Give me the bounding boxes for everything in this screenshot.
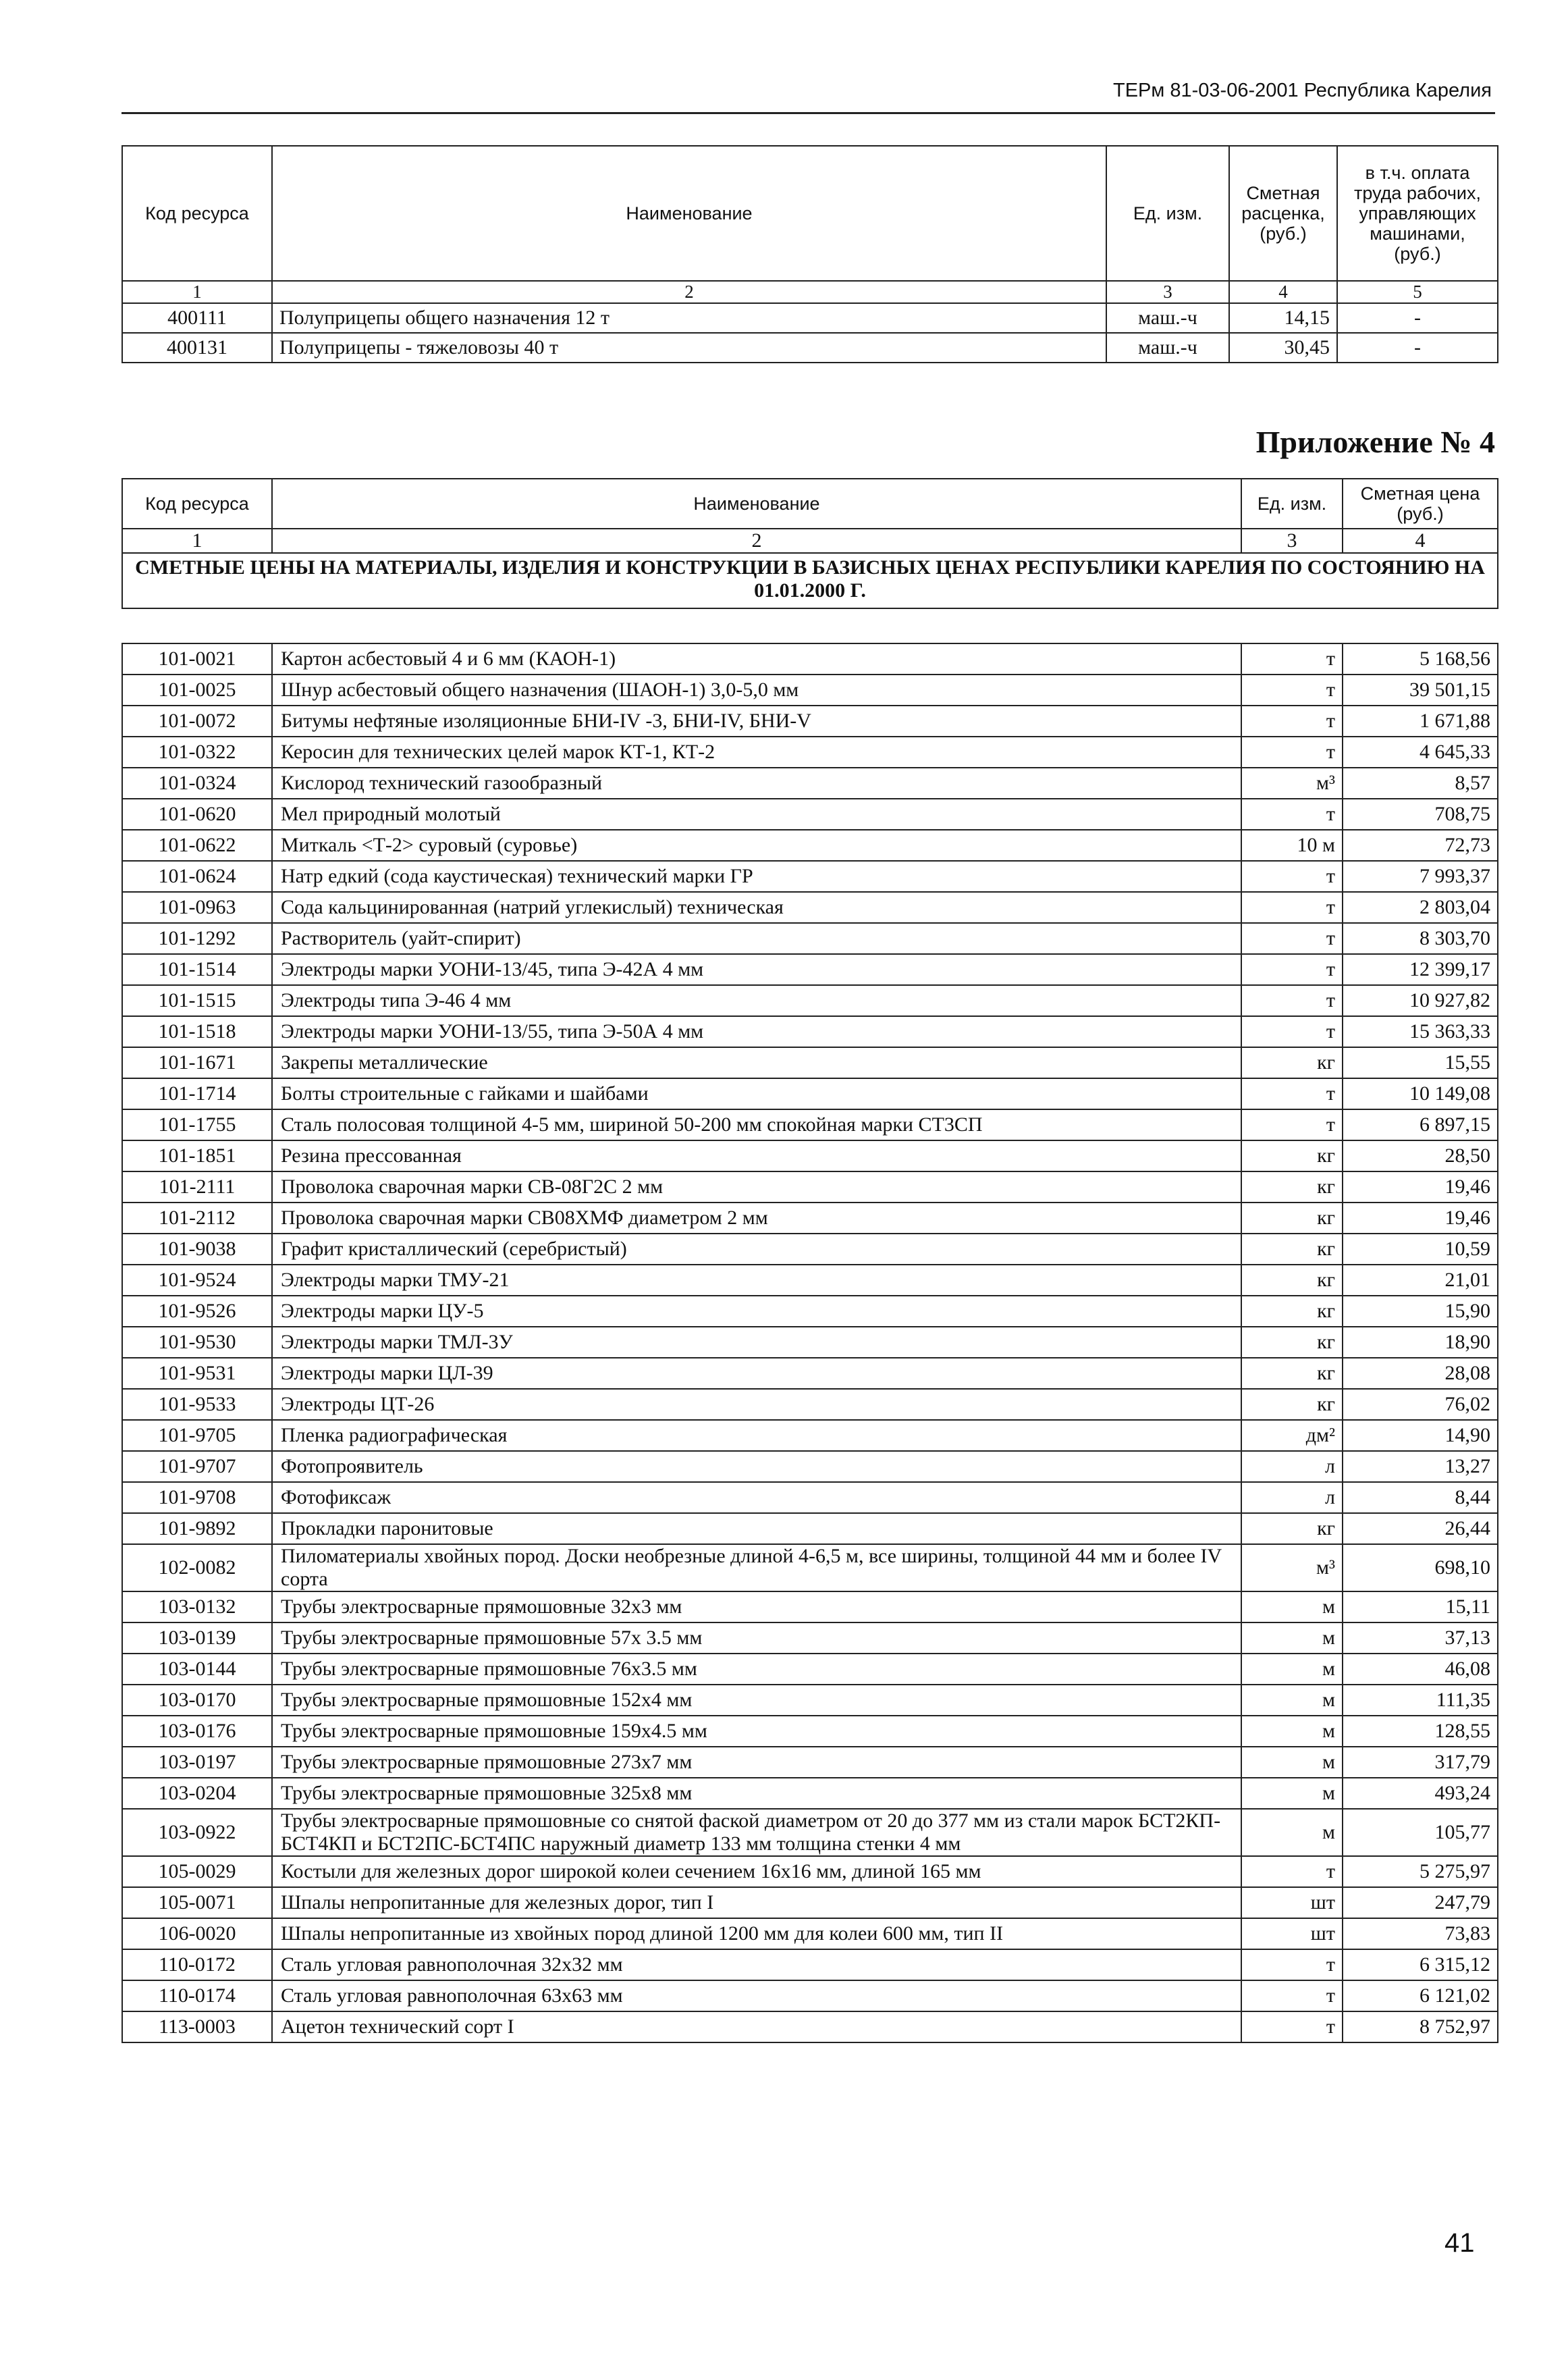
resource-name: Кислород технический газообразный bbox=[272, 768, 1241, 799]
table-row bbox=[122, 1887, 1498, 1918]
spacer-cell bbox=[122, 608, 1498, 643]
col-header-code: Код ресурса bbox=[122, 146, 272, 281]
price: 12 399,17 bbox=[1343, 954, 1498, 985]
resource-code: 103-0176 bbox=[122, 1716, 272, 1747]
price: 7 993,37 bbox=[1343, 861, 1498, 892]
table-row bbox=[122, 1747, 1498, 1778]
price: 39 501,15 bbox=[1343, 675, 1498, 706]
price: 8,57 bbox=[1343, 768, 1498, 799]
col-number-row bbox=[122, 281, 1498, 303]
resource-code: 113-0003 bbox=[122, 2011, 272, 2042]
unit: л bbox=[1241, 1451, 1343, 1482]
resource-code: 101-0322 bbox=[122, 737, 272, 768]
table-row bbox=[122, 768, 1498, 799]
table-row bbox=[122, 333, 1498, 363]
price: 698,10 bbox=[1343, 1544, 1498, 1591]
resource-name: Полуприцепы общего назначения 12 т bbox=[272, 303, 1106, 333]
resource-name: Прокладки паронитовые bbox=[272, 1513, 1241, 1544]
resource-code: 101-1514 bbox=[122, 954, 272, 985]
machines-table-body bbox=[122, 303, 1498, 363]
unit: м bbox=[1241, 1622, 1343, 1654]
labor-cost: - bbox=[1337, 303, 1498, 333]
unit: м bbox=[1241, 1654, 1343, 1685]
resource-name: Электроды типа Э-46 4 мм bbox=[272, 985, 1241, 1016]
table-row bbox=[122, 923, 1498, 954]
resource-code: 102-0082 bbox=[122, 1544, 272, 1591]
resource-name: Фотофиксаж bbox=[272, 1482, 1241, 1513]
resource-name: Растворитель (уайт-спирит) bbox=[272, 923, 1241, 954]
resource-name: Керосин для технических целей марок КТ-1, КТ-2 bbox=[272, 737, 1241, 768]
resource-code: 101-1755 bbox=[122, 1109, 272, 1140]
materials-table-body bbox=[122, 643, 1498, 2042]
price: 15,11 bbox=[1343, 1591, 1498, 1622]
resource-code: 101-1851 bbox=[122, 1140, 272, 1171]
appendix-title: Приложение № 4 bbox=[1255, 425, 1495, 459]
resource-name: Трубы электросварные прямошовные 273х7 мм bbox=[272, 1747, 1241, 1778]
price: 493,24 bbox=[1343, 1778, 1498, 1809]
price: 15 363,33 bbox=[1343, 1016, 1498, 1047]
resource-code: 110-0174 bbox=[122, 1980, 272, 2011]
resource-name: Электроды марки ЦЛ-39 bbox=[272, 1358, 1241, 1389]
table-row bbox=[122, 861, 1498, 892]
col-number: 4 bbox=[1229, 281, 1337, 303]
price: 26,44 bbox=[1343, 1513, 1498, 1544]
resource-name: Проволока сварочная марки СВ-08Г2С 2 мм bbox=[272, 1171, 1241, 1203]
table-row bbox=[122, 643, 1498, 675]
price: 15,90 bbox=[1343, 1296, 1498, 1327]
unit: маш.-ч bbox=[1106, 333, 1229, 363]
resource-code: 101-9708 bbox=[122, 1482, 272, 1513]
machines-table-header bbox=[122, 146, 1498, 281]
table-row bbox=[122, 799, 1498, 830]
resource-name: Миткаль <Т-2> суровый (суровье) bbox=[272, 830, 1241, 861]
unit: м³ bbox=[1241, 768, 1343, 799]
resource-code: 101-9705 bbox=[122, 1420, 272, 1451]
price: 14,15 bbox=[1229, 303, 1337, 333]
resource-name: Трубы электросварные прямошовные 76х3.5 мм bbox=[272, 1654, 1241, 1685]
price: 5 168,56 bbox=[1343, 643, 1498, 675]
price: 18,90 bbox=[1343, 1327, 1498, 1358]
section-spacer bbox=[122, 608, 1498, 643]
header-rule bbox=[121, 112, 1495, 114]
resource-code: 101-2111 bbox=[122, 1171, 272, 1203]
unit: маш.-ч bbox=[1106, 303, 1229, 333]
resource-code: 110-0172 bbox=[122, 1949, 272, 1980]
table-row bbox=[122, 1591, 1498, 1622]
resource-name: Электроды марки ТМУ-21 bbox=[272, 1265, 1241, 1296]
unit: кг bbox=[1241, 1171, 1343, 1203]
unit: л bbox=[1241, 1482, 1343, 1513]
col-header-name: Наименование bbox=[272, 479, 1241, 529]
price: 13,27 bbox=[1343, 1451, 1498, 1482]
col-header-name: Наименование bbox=[272, 146, 1106, 281]
table-row bbox=[122, 1140, 1498, 1171]
resource-code: 101-9526 bbox=[122, 1296, 272, 1327]
price: 8 303,70 bbox=[1343, 923, 1498, 954]
labor-cost: - bbox=[1337, 333, 1498, 363]
price: 10 927,82 bbox=[1343, 985, 1498, 1016]
col-number-row bbox=[122, 529, 1498, 553]
resource-name: Битумы нефтяные изоляционные БНИ-IV -3, БНИ-IV, БНИ-V bbox=[272, 706, 1241, 737]
unit: м bbox=[1241, 1591, 1343, 1622]
unit: т bbox=[1241, 2011, 1343, 2042]
resource-code: 101-0624 bbox=[122, 861, 272, 892]
price: 73,83 bbox=[1343, 1918, 1498, 1949]
resource-code: 103-0204 bbox=[122, 1778, 272, 1809]
resource-name: Шпалы непропитанные из хвойных пород длиной 1200 мм для колеи 600 мм, тип II bbox=[272, 1918, 1241, 1949]
price: 72,73 bbox=[1343, 830, 1498, 861]
table-row bbox=[122, 1622, 1498, 1654]
resource-code: 101-9707 bbox=[122, 1451, 272, 1482]
materials-table-header bbox=[122, 479, 1498, 529]
table-row bbox=[122, 1327, 1498, 1358]
unit: кг bbox=[1241, 1389, 1343, 1420]
resource-code: 103-0139 bbox=[122, 1622, 272, 1654]
resource-name: Болты строительные с гайками и шайбами bbox=[272, 1078, 1241, 1109]
unit: т bbox=[1241, 643, 1343, 675]
resource-name: Закрепы металлические bbox=[272, 1047, 1241, 1078]
unit: кг bbox=[1241, 1265, 1343, 1296]
section-title-row bbox=[122, 553, 1498, 608]
resource-name: Сталь полосовая толщиной 4-5 мм, шириной 50-200 мм спокойная марки СТ3СП bbox=[272, 1109, 1241, 1140]
resource-name: Электроды марки ЦУ-5 bbox=[272, 1296, 1241, 1327]
col-number: 3 bbox=[1241, 529, 1343, 553]
resource-code: 103-0197 bbox=[122, 1747, 272, 1778]
table-row bbox=[122, 737, 1498, 768]
table-row bbox=[122, 1296, 1498, 1327]
table-row bbox=[122, 1654, 1498, 1685]
resource-name: Трубы электросварные прямошовные 57х 3.5 мм bbox=[272, 1622, 1241, 1654]
price: 19,46 bbox=[1343, 1203, 1498, 1234]
resource-code: 101-1671 bbox=[122, 1047, 272, 1078]
price: 28,08 bbox=[1343, 1358, 1498, 1389]
col-number: 2 bbox=[272, 529, 1241, 553]
price: 15,55 bbox=[1343, 1047, 1498, 1078]
price: 10,59 bbox=[1343, 1234, 1498, 1265]
unit: т bbox=[1241, 1980, 1343, 2011]
table-row bbox=[122, 1016, 1498, 1047]
unit: кг bbox=[1241, 1047, 1343, 1078]
table-row bbox=[122, 1980, 1498, 2011]
unit: т bbox=[1241, 923, 1343, 954]
unit: т bbox=[1241, 861, 1343, 892]
table-row bbox=[122, 1420, 1498, 1451]
unit: кг bbox=[1241, 1296, 1343, 1327]
table-row bbox=[122, 954, 1498, 985]
unit: кг bbox=[1241, 1234, 1343, 1265]
resource-code: 101-1714 bbox=[122, 1078, 272, 1109]
resource-name: Костыли для железных дорог широкой колеи сечением 16х16 мм, длиной 165 мм bbox=[272, 1856, 1241, 1887]
resource-name: Сталь угловая равнополочная 63х63 мм bbox=[272, 1980, 1241, 2011]
price: 76,02 bbox=[1343, 1389, 1498, 1420]
price: 14,90 bbox=[1343, 1420, 1498, 1451]
resource-name: Полуприцепы - тяжеловозы 40 т bbox=[272, 333, 1106, 363]
price: 8 752,97 bbox=[1343, 2011, 1498, 2042]
resource-name: Картон асбестовый 4 и 6 мм (КАОН-1) bbox=[272, 643, 1241, 675]
resource-code: 101-0324 bbox=[122, 768, 272, 799]
table-row bbox=[122, 1265, 1498, 1296]
resource-name: Сода кальцинированная (натрий углекислый) техническая bbox=[272, 892, 1241, 923]
price: 10 149,08 bbox=[1343, 1078, 1498, 1109]
resource-code: 103-0144 bbox=[122, 1654, 272, 1685]
price: 5 275,97 bbox=[1343, 1856, 1498, 1887]
resource-name: Шнур асбестовый общего назначения (ШАОН-1) 3,0-5,0 мм bbox=[272, 675, 1241, 706]
table-row bbox=[122, 1358, 1498, 1389]
price: 247,79 bbox=[1343, 1887, 1498, 1918]
col-number: 1 bbox=[122, 281, 272, 303]
resource-code: 101-9038 bbox=[122, 1234, 272, 1265]
table-row bbox=[122, 1171, 1498, 1203]
col-number: 5 bbox=[1337, 281, 1498, 303]
resource-name: Трубы электросварные прямошовные 32х3 мм bbox=[272, 1591, 1241, 1622]
resource-name: Электроды марки УОНИ-13/45, типа Э-42А 4 мм bbox=[272, 954, 1241, 985]
unit: м bbox=[1241, 1809, 1343, 1856]
price: 317,79 bbox=[1343, 1747, 1498, 1778]
table-row bbox=[122, 1918, 1498, 1949]
price: 21,01 bbox=[1343, 1265, 1498, 1296]
resource-name: Электроды ЦТ-26 bbox=[272, 1389, 1241, 1420]
price: 19,46 bbox=[1343, 1171, 1498, 1203]
unit: т bbox=[1241, 1856, 1343, 1887]
table-row bbox=[122, 1482, 1498, 1513]
resource-code: 101-1292 bbox=[122, 923, 272, 954]
table-row bbox=[122, 1856, 1498, 1887]
resource-code: 101-2112 bbox=[122, 1203, 272, 1234]
resource-code: 105-0071 bbox=[122, 1887, 272, 1918]
resource-name: Электроды марки ТМЛ-3У bbox=[272, 1327, 1241, 1358]
resource-code: 101-9530 bbox=[122, 1327, 272, 1358]
table-row bbox=[122, 1234, 1498, 1265]
table-row bbox=[122, 1716, 1498, 1747]
resource-code: 101-0072 bbox=[122, 706, 272, 737]
unit: 10 м bbox=[1241, 830, 1343, 861]
resource-code: 101-0622 bbox=[122, 830, 272, 861]
resource-code: 101-1518 bbox=[122, 1016, 272, 1047]
table-row bbox=[122, 303, 1498, 333]
section-title: СМЕТНЫЕ ЦЕНЫ НА МАТЕРИАЛЫ, ИЗДЕЛИЯ И КОНСТРУКЦИИ В БАЗИСНЫХ ЦЕНАХ РЕСПУБЛИКИ КАРЕЛИЯ ПО СОСТОЯНИЮ НА 01.01.2000 Г. bbox=[122, 553, 1498, 608]
unit: т bbox=[1241, 1016, 1343, 1047]
materials-table bbox=[121, 478, 1498, 2043]
resource-code: 103-0922 bbox=[122, 1809, 272, 1856]
resource-code: 101-9524 bbox=[122, 1265, 272, 1296]
unit: м³ bbox=[1241, 1544, 1343, 1591]
col-header-price: Сметная цена (руб.) bbox=[1343, 479, 1498, 529]
machines-table bbox=[121, 145, 1498, 363]
resource-code: 103-0132 bbox=[122, 1591, 272, 1622]
resource-name: Трубы электросварные прямошовные 152х4 мм bbox=[272, 1685, 1241, 1716]
unit: т bbox=[1241, 737, 1343, 768]
col-header-labor: в т.ч. оплата труда рабочих, управляющих машинами, (руб.) bbox=[1337, 146, 1498, 281]
table-row bbox=[122, 830, 1498, 861]
table-row bbox=[122, 1451, 1498, 1482]
unit: т bbox=[1241, 1109, 1343, 1140]
unit: т bbox=[1241, 954, 1343, 985]
table-row bbox=[122, 1544, 1498, 1591]
price: 37,13 bbox=[1343, 1622, 1498, 1654]
price: 2 803,04 bbox=[1343, 892, 1498, 923]
resource-code: 103-0170 bbox=[122, 1685, 272, 1716]
table-row bbox=[122, 1078, 1498, 1109]
resource-name: Трубы электросварные прямошовные 325х8 мм bbox=[272, 1778, 1241, 1809]
col-header-unit: Ед. изм. bbox=[1106, 146, 1229, 281]
resource-name: Пиломатериалы хвойных пород. Доски необрезные длиной 4-6,5 м, все ширины, толщиной 44 мм и более IV сорта bbox=[272, 1544, 1241, 1591]
col-number: 2 bbox=[272, 281, 1106, 303]
resource-code: 101-0620 bbox=[122, 799, 272, 830]
unit: кг bbox=[1241, 1327, 1343, 1358]
col-number: 4 bbox=[1343, 529, 1498, 553]
resource-name: Проволока сварочная марки СВ08ХМФ диаметром 2 мм bbox=[272, 1203, 1241, 1234]
unit: т bbox=[1241, 892, 1343, 923]
price: 28,50 bbox=[1343, 1140, 1498, 1171]
unit: дм² bbox=[1241, 1420, 1343, 1451]
price: 8,44 bbox=[1343, 1482, 1498, 1513]
table-row bbox=[122, 1203, 1498, 1234]
table-row bbox=[122, 1809, 1498, 1856]
resource-code: 101-1515 bbox=[122, 985, 272, 1016]
unit: м bbox=[1241, 1747, 1343, 1778]
col-number: 1 bbox=[122, 529, 272, 553]
resource-name: Электроды марки УОНИ-13/55, типа Э-50А 4 мм bbox=[272, 1016, 1241, 1047]
unit: кг bbox=[1241, 1140, 1343, 1171]
resource-name: Трубы электросварные прямошовные 159х4.5 мм bbox=[272, 1716, 1241, 1747]
resource-code: 400131 bbox=[122, 333, 272, 363]
resource-name: Шпалы непропитанные для железных дорог, тип I bbox=[272, 1887, 1241, 1918]
col-header-unit: Ед. изм. bbox=[1241, 479, 1343, 529]
price: 111,35 bbox=[1343, 1685, 1498, 1716]
unit: м bbox=[1241, 1685, 1343, 1716]
resource-code: 101-9533 bbox=[122, 1389, 272, 1420]
resource-code: 101-0025 bbox=[122, 675, 272, 706]
unit: кг bbox=[1241, 1358, 1343, 1389]
table-row bbox=[122, 2011, 1498, 2042]
table-row bbox=[122, 1685, 1498, 1716]
resource-name: Трубы электросварные прямошовные со снятой фаской диаметром от 20 до 377 мм из стали марок БСТ2КП-БСТ4КП и БСТ2ПС-БСТ4ПС наружный диаметр 133 мм толщина стенки 4 мм bbox=[272, 1809, 1241, 1856]
price: 6 315,12 bbox=[1343, 1949, 1498, 1980]
table-row bbox=[122, 892, 1498, 923]
unit: м bbox=[1241, 1716, 1343, 1747]
col-number: 3 bbox=[1106, 281, 1229, 303]
resource-code: 400111 bbox=[122, 303, 272, 333]
resource-name: Натр едкий (сода каустическая) технический марки ГР bbox=[272, 861, 1241, 892]
unit: кг bbox=[1241, 1203, 1343, 1234]
resource-name: Ацетон технический сорт I bbox=[272, 2011, 1241, 2042]
resource-code: 101-0021 bbox=[122, 643, 272, 675]
price: 1 671,88 bbox=[1343, 706, 1498, 737]
running-header: ТЕРм 81-03-06-2001 Республика Карелия bbox=[1112, 80, 1492, 101]
resource-name: Фотопроявитель bbox=[272, 1451, 1241, 1482]
price: 46,08 bbox=[1343, 1654, 1498, 1685]
table-row bbox=[122, 1047, 1498, 1078]
table-row bbox=[122, 1513, 1498, 1544]
price: 708,75 bbox=[1343, 799, 1498, 830]
resource-code: 101-0963 bbox=[122, 892, 272, 923]
resource-name: Резина прессованная bbox=[272, 1140, 1241, 1171]
table-row bbox=[122, 675, 1498, 706]
unit: т bbox=[1241, 1949, 1343, 1980]
resource-name: Мел природный молотый bbox=[272, 799, 1241, 830]
resource-code: 101-9892 bbox=[122, 1513, 272, 1544]
unit: м bbox=[1241, 1778, 1343, 1809]
price: 30,45 bbox=[1229, 333, 1337, 363]
resource-code: 106-0020 bbox=[122, 1918, 272, 1949]
unit: т bbox=[1241, 1078, 1343, 1109]
price: 105,77 bbox=[1343, 1809, 1498, 1856]
price: 6 121,02 bbox=[1343, 1980, 1498, 2011]
table-row bbox=[122, 706, 1498, 737]
resource-name: Пленка радиографическая bbox=[272, 1420, 1241, 1451]
unit: шт bbox=[1241, 1887, 1343, 1918]
resource-code: 105-0029 bbox=[122, 1856, 272, 1887]
price: 128,55 bbox=[1343, 1716, 1498, 1747]
resource-name: Сталь угловая равнополочная 32х32 мм bbox=[272, 1949, 1241, 1980]
table-row bbox=[122, 1389, 1498, 1420]
unit: т bbox=[1241, 985, 1343, 1016]
table-row bbox=[122, 1949, 1498, 1980]
col-header-code: Код ресурса bbox=[122, 479, 272, 529]
unit: т bbox=[1241, 706, 1343, 737]
price: 4 645,33 bbox=[1343, 737, 1498, 768]
resource-name: Графит кристаллический (серебристый) bbox=[272, 1234, 1241, 1265]
unit: т bbox=[1241, 799, 1343, 830]
price: 6 897,15 bbox=[1343, 1109, 1498, 1140]
table-row bbox=[122, 985, 1498, 1016]
unit: кг bbox=[1241, 1513, 1343, 1544]
table-row bbox=[122, 1778, 1498, 1809]
table-row bbox=[122, 1109, 1498, 1140]
page-number: 41 bbox=[1444, 2228, 1475, 2258]
resource-code: 101-9531 bbox=[122, 1358, 272, 1389]
unit: т bbox=[1241, 675, 1343, 706]
unit: шт bbox=[1241, 1918, 1343, 1949]
col-header-price: Сметная расценка, (руб.) bbox=[1229, 146, 1337, 281]
